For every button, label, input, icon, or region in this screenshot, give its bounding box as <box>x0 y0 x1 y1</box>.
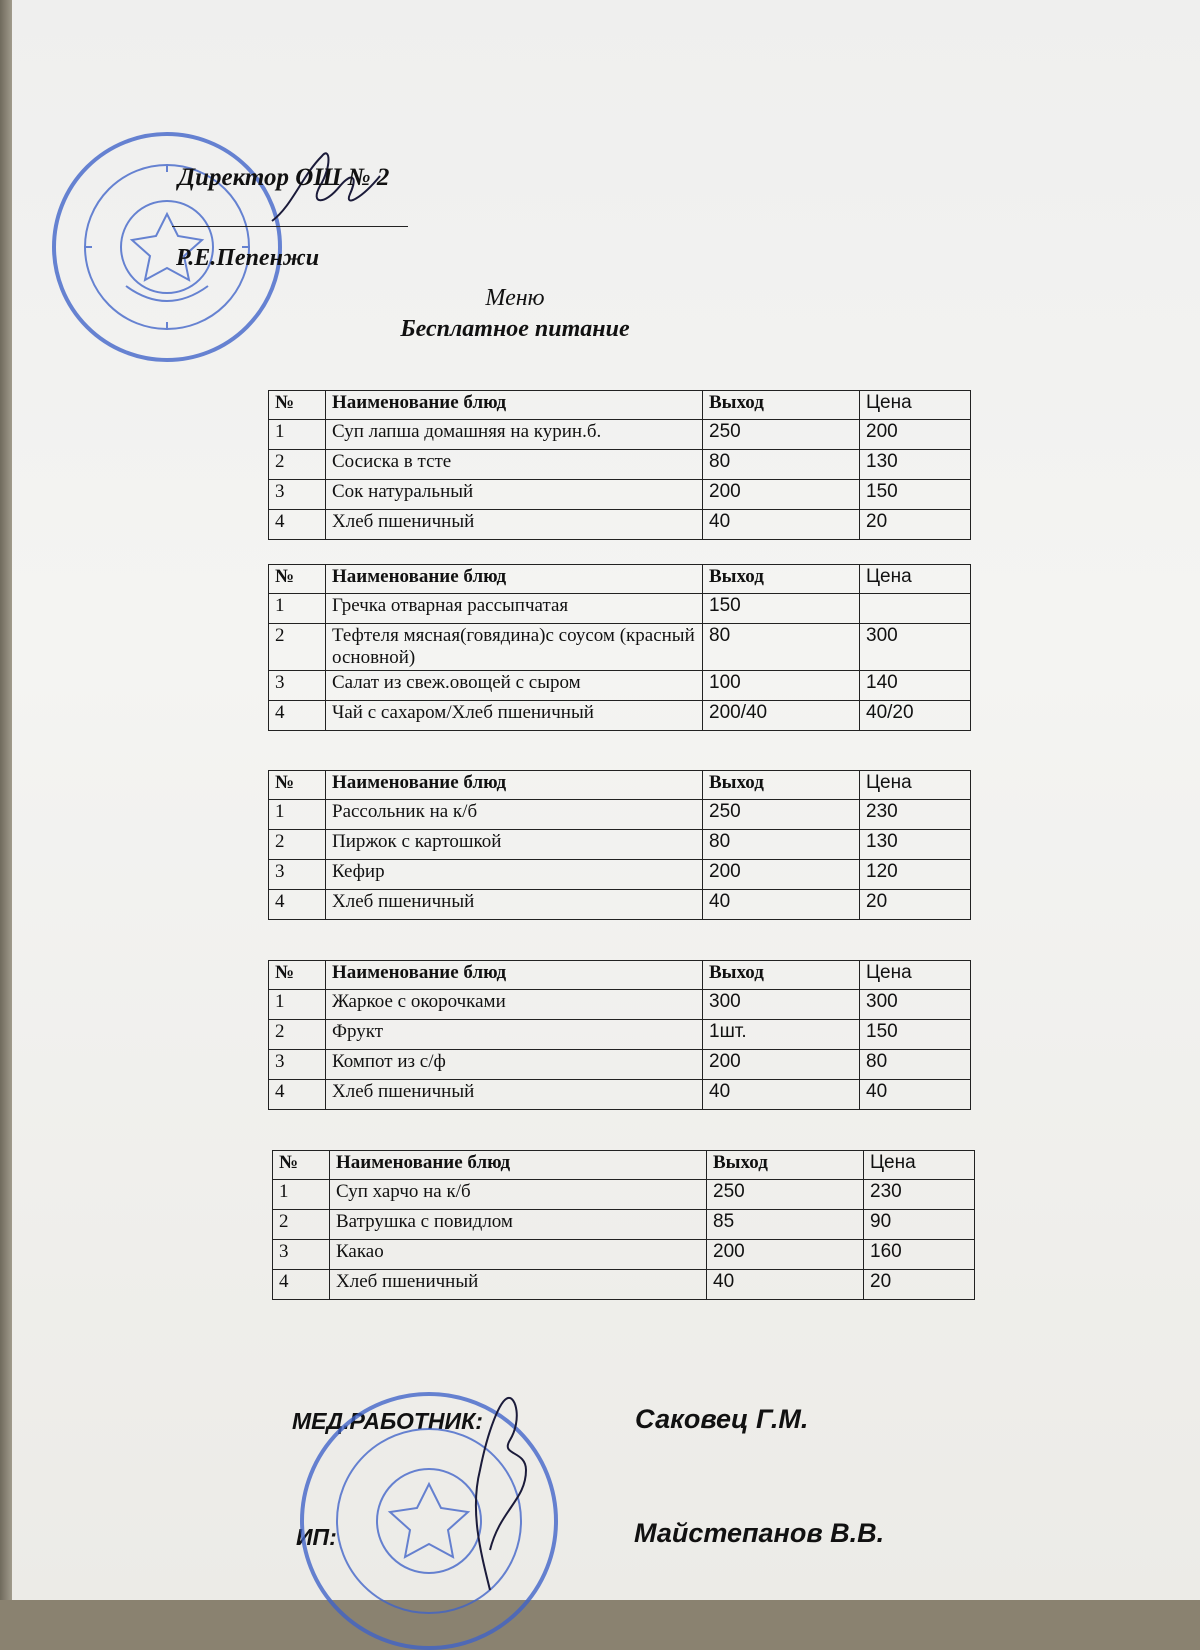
cell-price: 140 <box>860 671 971 701</box>
cell-name: Кефир <box>326 860 703 890</box>
cell-num: 3 <box>269 860 326 890</box>
header-num: № <box>273 1151 330 1180</box>
header-price: Цена <box>860 771 971 800</box>
cell-price: 130 <box>860 830 971 860</box>
cell-out: 40 <box>703 1080 860 1110</box>
menu-table-5 <box>272 1150 975 1300</box>
cell-price: 120 <box>860 860 971 890</box>
header-name: Наименование блюд <box>330 1151 707 1180</box>
cell-out: 40 <box>703 890 860 920</box>
cell-out: 200 <box>703 1050 860 1080</box>
cell-out: 80 <box>703 830 860 860</box>
table-row <box>273 1240 975 1270</box>
cell-price: 150 <box>860 1020 971 1050</box>
cell-out: 85 <box>707 1210 864 1240</box>
cell-name: Жаркое с окорочками <box>326 990 703 1020</box>
table-row <box>269 990 971 1020</box>
table-row <box>269 830 971 860</box>
cell-num: 2 <box>269 830 326 860</box>
director-signature-line <box>172 226 408 227</box>
director-title: Директор ОШ № 2 <box>178 164 390 191</box>
cell-name: Ватрушка с повидлом <box>330 1210 707 1240</box>
table-row <box>273 1180 975 1210</box>
cell-name: Тефтеля мясная(говядина)с соусом (красный основной) <box>326 624 703 671</box>
cell-price: 90 <box>864 1210 975 1240</box>
cell-name: Сок натуральный <box>326 480 703 510</box>
cell-name: Компот из с/ф <box>326 1050 703 1080</box>
cell-price <box>860 594 971 624</box>
cell-price: 40/20 <box>860 701 971 731</box>
cell-name: Фрукт <box>326 1020 703 1050</box>
cell-out: 80 <box>703 450 860 480</box>
table-header-row <box>269 565 971 594</box>
cell-out: 40 <box>707 1270 864 1300</box>
header-num: № <box>269 391 326 420</box>
menu-table-1 <box>268 390 971 540</box>
cell-name: Чай с сахаром/Хлеб пшеничный <box>326 701 703 731</box>
director-name: Р.Е.Пепенжи <box>176 245 320 271</box>
cell-name: Хлеб пшеничный <box>326 890 703 920</box>
menu-table-2 <box>268 564 971 731</box>
table-row <box>269 1050 971 1080</box>
header-out: Выход <box>703 961 860 990</box>
table-row <box>273 1270 975 1300</box>
cell-num: 2 <box>269 450 326 480</box>
cell-num: 2 <box>269 1020 326 1050</box>
header-name: Наименование блюд <box>326 565 703 594</box>
cell-price: 40 <box>860 1080 971 1110</box>
cell-name: Хлеб пшеничный <box>326 1080 703 1110</box>
cell-num: 1 <box>269 594 326 624</box>
cell-num: 4 <box>269 890 326 920</box>
cell-price: 20 <box>860 510 971 540</box>
cell-name: Суп лапша домашняя на курин.б. <box>326 420 703 450</box>
header-price: Цена <box>860 391 971 420</box>
cell-price: 20 <box>860 890 971 920</box>
header-price: Цена <box>864 1151 975 1180</box>
cell-price: 160 <box>864 1240 975 1270</box>
header-num: № <box>269 771 326 800</box>
table-header-row <box>269 961 971 990</box>
cell-num: 3 <box>269 1050 326 1080</box>
cell-name: Сосиска в тсте <box>326 450 703 480</box>
table-header-row <box>273 1151 975 1180</box>
cell-num: 2 <box>269 624 326 671</box>
cell-num: 1 <box>269 420 326 450</box>
cell-name: Салат из свеж.овощей с сыром <box>326 671 703 701</box>
header-name: Наименование блюд <box>326 771 703 800</box>
med-worker-name: Саковец Г.М. <box>635 1404 809 1434</box>
table-row <box>269 594 971 624</box>
cell-price: 230 <box>864 1180 975 1210</box>
cell-name: Пиржок с картошкой <box>326 830 703 860</box>
cell-price: 230 <box>860 800 971 830</box>
table-row <box>269 450 971 480</box>
cell-num: 3 <box>269 671 326 701</box>
table-row <box>269 624 971 671</box>
table-row <box>269 671 971 701</box>
cell-out: 150 <box>703 594 860 624</box>
cell-name: Рассольник на к/б <box>326 800 703 830</box>
cell-out: 200 <box>703 480 860 510</box>
table-row <box>273 1210 975 1240</box>
header-out: Выход <box>703 565 860 594</box>
footer-signature <box>430 1390 540 1600</box>
cell-out: 80 <box>703 624 860 671</box>
menu-subtitle: Бесплатное питание <box>400 316 630 342</box>
table-row <box>269 701 971 731</box>
med-worker-label: МЕД.РАБОТНИК: <box>292 1408 483 1434</box>
table-row <box>269 510 971 540</box>
cell-num: 4 <box>269 1080 326 1110</box>
table-row <box>269 800 971 830</box>
cell-price: 300 <box>860 990 971 1020</box>
table-row <box>269 890 971 920</box>
menu-title: Меню <box>485 285 545 311</box>
menu-table-3 <box>268 770 971 920</box>
cell-out: 200/40 <box>703 701 860 731</box>
cell-num: 4 <box>269 701 326 731</box>
cell-out: 250 <box>703 800 860 830</box>
cell-name: Суп харчо на к/б <box>330 1180 707 1210</box>
header-name: Наименование блюд <box>326 961 703 990</box>
cell-num: 1 <box>269 800 326 830</box>
cell-num: 1 <box>273 1180 330 1210</box>
cell-out: 250 <box>707 1180 864 1210</box>
cell-num: 2 <box>273 1210 330 1240</box>
table-row <box>269 1020 971 1050</box>
cell-name: Гречка отварная рассыпчатая <box>326 594 703 624</box>
header-out: Выход <box>703 391 860 420</box>
table-row <box>269 420 971 450</box>
cell-num: 3 <box>273 1240 330 1270</box>
cell-out: 200 <box>703 860 860 890</box>
table-row <box>269 860 971 890</box>
cell-name: Хлеб пшеничный <box>326 510 703 540</box>
cell-num: 1 <box>269 990 326 1020</box>
cell-price: 20 <box>864 1270 975 1300</box>
header-price: Цена <box>860 961 971 990</box>
header-num: № <box>269 565 326 594</box>
cell-num: 4 <box>269 510 326 540</box>
menu-table-4 <box>268 960 971 1110</box>
cell-name: Хлеб пшеничный <box>330 1270 707 1300</box>
cell-price: 80 <box>860 1050 971 1080</box>
header-price: Цена <box>860 565 971 594</box>
cell-out: 200 <box>707 1240 864 1270</box>
table-row <box>269 480 971 510</box>
cell-price: 150 <box>860 480 971 510</box>
cell-out: 1шт. <box>703 1020 860 1050</box>
cell-price: 300 <box>860 624 971 671</box>
cell-out: 40 <box>703 510 860 540</box>
cell-out: 100 <box>703 671 860 701</box>
header-num: № <box>269 961 326 990</box>
cell-out: 250 <box>703 420 860 450</box>
header-out: Выход <box>703 771 860 800</box>
cell-out: 300 <box>703 990 860 1020</box>
ip-name: Майстепанов В.В. <box>634 1518 885 1548</box>
cell-price: 130 <box>860 450 971 480</box>
table-header-row <box>269 391 971 420</box>
table-header-row <box>269 771 971 800</box>
cell-num: 3 <box>269 480 326 510</box>
cell-num: 4 <box>273 1270 330 1300</box>
table-row <box>269 1080 971 1110</box>
header-name: Наименование блюд <box>326 391 703 420</box>
ip-label: ИП: <box>296 1524 337 1550</box>
cell-name: Какао <box>330 1240 707 1270</box>
header-out: Выход <box>707 1151 864 1180</box>
cell-price: 200 <box>860 420 971 450</box>
